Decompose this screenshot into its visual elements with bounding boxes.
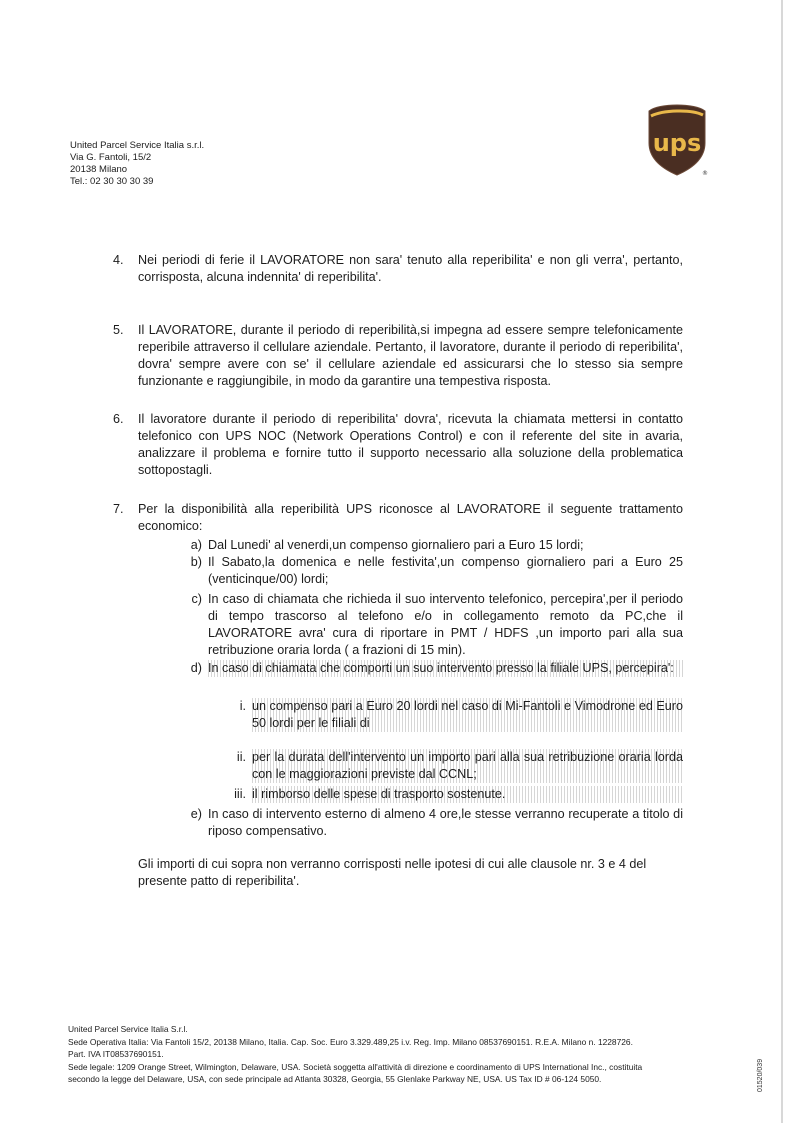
sub-item-e <box>178 806 683 840</box>
sub-item-text: Dal Lunedi' al venerdi,un compenso giornaliero pari a Euro 15 lordi; <box>208 538 584 552</box>
sub-item-d <box>178 660 683 677</box>
clause-number: 4. <box>113 253 124 267</box>
registered-mark: ® <box>702 170 708 177</box>
ups-logo-text: ups <box>652 129 702 157</box>
clause-text: Nei periodi di ferie il LAVORATORE non sara' tenuto alla reperibilita' e non gli verra', pertanto, corrisposta, alcuna indennita' di reperibilita'. <box>138 253 683 284</box>
closing-paragraph: Gli importi di cui sopra non verranno corrisposti nelle ipotesi di cui alle clausole nr. 3 e 4 del presente patto di reperibilita'. <box>138 857 647 888</box>
footer-operational-seat: Sede Operativa Italia: Via Fantoli 15/2, 20138 Milano, Italia. Cap. Soc. Euro 3.329.489,25 i.v. Reg. Imp. Milano 08537690151. R.E.A. Milano n. 1228726. <box>68 1036 633 1047</box>
city: 20138 Milano <box>70 164 128 175</box>
footer-legal-seat-cont: secondo la legge del Delaware, USA, con sede principale ad Atlanta 30328, Georgia, 55 Glenlake Parkway NE, USA. US Tax ID # 06-124 5050. <box>68 1074 602 1084</box>
clause-text: Il lavoratore durante il periodo di reperibilita' dovra', ricevuta la chiamata mettersi in contatto telefonico con UPS NOC (Network Operations Control) e con il referente del site in avaria, analizzare il problema e fornire tutto il supporto necessario alla soluzione della problematica sottopostagli. <box>138 412 683 477</box>
street-address: Via G. Fantoli, 15/2 <box>70 152 152 163</box>
sub-item-label: d) <box>190 661 202 675</box>
sub-item-c <box>178 591 683 659</box>
clause-number: 6. <box>113 412 124 426</box>
footer-vat: Part. IVA IT08537690151. <box>68 1049 164 1059</box>
footer-company: United Parcel Service Italia S.r.l. <box>68 1024 188 1034</box>
page-edge-line <box>781 0 783 1123</box>
sub-sub-item-label: iii. <box>234 787 246 801</box>
clause-6 <box>113 411 683 479</box>
phone: Tel.: 02 30 30 30 39 <box>70 176 154 187</box>
clause-number: 5. <box>113 323 124 337</box>
sub-sub-item-label: i. <box>239 699 246 713</box>
sub-item-label: e) <box>190 807 202 821</box>
sub-item-label: b) <box>190 555 202 569</box>
clause-text: Per la disponibilità alla reperibilità UPS riconosce al LAVORATORE il seguente trattamento economico: <box>138 502 683 533</box>
sub-sub-item-text: un compenso pari a Euro 20 lordi nel caso di Mi-Fantoli e Vimodrone ed Euro 50 lordi per le filiali di <box>252 699 683 730</box>
sub-item-text: In caso di chiamata che richieda il suo intervento telefonico, percepira',per il periodo di tempo trascorso al telefono e/o in collegamento remoto da PC,che il LAVORATORE avra' cura di riportare in PMT / HDFS ,un importo pari alla sua retribuzione oraria lorda ( a frazioni di 15 min). <box>208 592 683 657</box>
footer-legal-seat: Sede legale: 1209 Orange Street, Wilmington, Delaware, USA. Società soggetta all'attività di direzione e coordinamento di UPS International Inc., costituita <box>68 1061 643 1072</box>
sub-item-label: a) <box>190 538 202 552</box>
clause-text: Il LAVORATORE, durante il periodo di reperibilità,si impegna ad essere sempre telefonicamente reperibile attraverso il cellulare aziendale. Pertanto, il lavoratore, durante il periodo di reperibilita', dovra' sempre avere con se' il cellulare aziendale ed assicurarsi che lo stesso sia sempre funzionante e raggiungibile, in modo da garantire una tempestiva risposta. <box>138 323 683 388</box>
sub-sub-item-ii <box>222 749 683 783</box>
sub-sub-item-i <box>222 698 683 732</box>
sub-sub-item-iii <box>222 786 683 803</box>
sub-sub-item-text: il rimborso delle spese di trasporto sostenute. <box>252 786 683 803</box>
ups-logo <box>645 103 709 177</box>
clause-7 <box>113 501 683 535</box>
sub-item-label: c) <box>191 592 202 606</box>
sub-item-a <box>178 537 683 554</box>
company-name: United Parcel Service Italia s.r.l. <box>70 140 205 151</box>
sub-item-text: Il Sabato,la domenica e nelle festivita',un compenso giornaliero pari a Euro 25 (venticinque/00) lordi; <box>208 555 683 586</box>
sub-item-text: In caso di chiamata che comporti un suo intervento presso la filiale UPS, percepira': <box>208 660 683 677</box>
sub-sub-item-label: ii. <box>236 750 246 764</box>
clause-5 <box>113 322 683 390</box>
sub-item-text: In caso di intervento esterno di almeno 4 ore,le stesse verranno recuperate a titolo di riposo compensativo. <box>208 807 683 838</box>
footer-legal <box>68 1023 708 1086</box>
side-document-code: 01520/039 <box>757 1058 764 1092</box>
clause-4 <box>113 252 683 286</box>
header-address <box>70 140 204 188</box>
clause-number: 7. <box>113 502 124 516</box>
sub-sub-item-text: per la durata dell'intervento un importo pari alla sua retribuzione oraria lorda con le maggiorazioni previste dal CCNL; <box>252 750 683 781</box>
sub-item-b <box>178 554 683 588</box>
